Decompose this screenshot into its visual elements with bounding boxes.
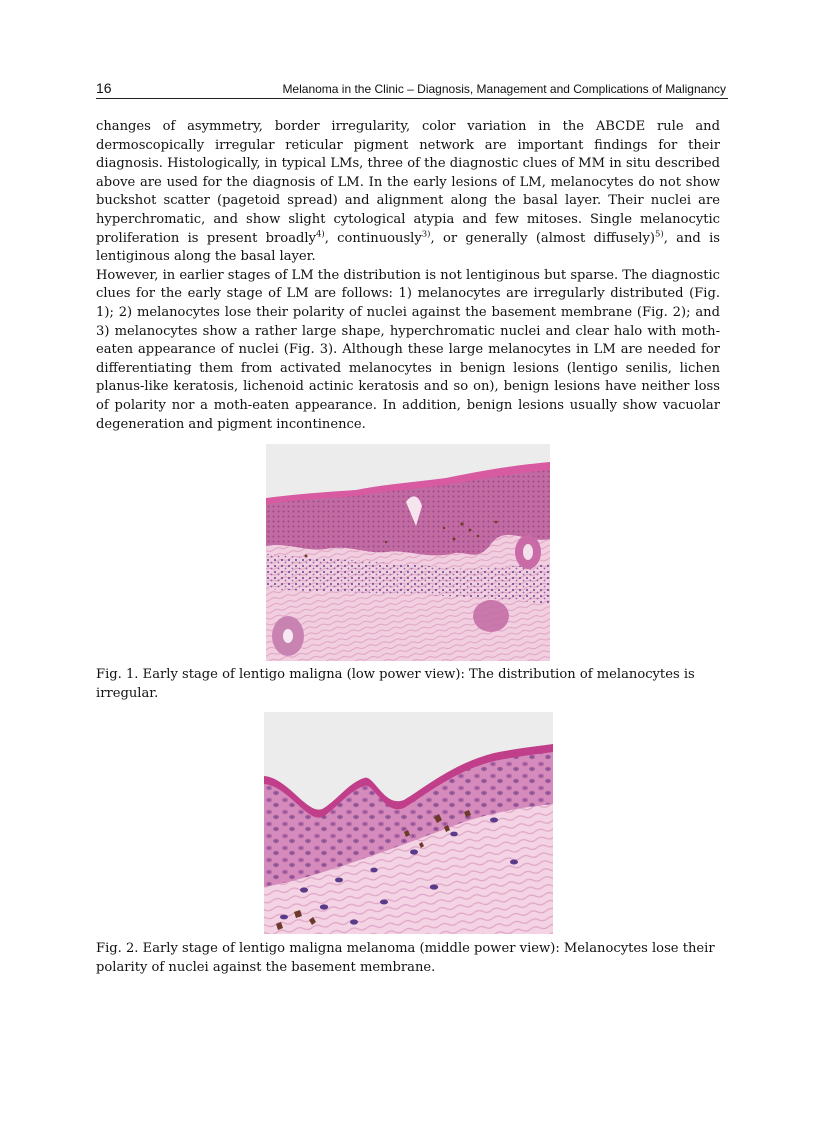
page-number: 16 — [96, 80, 112, 96]
body-text — [96, 118, 720, 434]
paragraph-2: However, in earlier stages of LM the distribution is not lentiginous but sparse. The diagnostic clues for the early stage of LM are follows: 1) melanocytes are irregularly distributed (Fig. 1); 2) melanocytes lose their polarity of nuclei against the basement membrane (Fig. 2); and 3) melanocytes show a rather large shape, hyperchromatic nuclei and clear halo with moth-eaten appearance of nuclei (Fig. 3). Although these large melanocytes in LM are needed for differentiating them from activated melanocytes in benign lesions (lentigo senilis, lichen planus-like keratosis, lichenoid actinic keratosis and so on), benign lesions have neither loss of polarity nor a moth-eaten appearance. In addition, benign lesions usually show vacuolar degeneration and pigment incontinence. — [96, 267, 720, 432]
figure-1-caption: Fig. 1. Early stage of lentigo maligna (low power view): The distribution of melanocytes is irregular. — [96, 667, 695, 701]
paragraph-1-text-c: , or generally (almost diffusely) — [430, 230, 655, 246]
running-header — [96, 80, 728, 99]
paragraph-1-text-a: changes of asymmetry, border irregularity, color variation in the ABCDE rule and dermoscopically irregular reticular pigment network are important findings for their diagnosis. Histologically, in typical LMs, three of the diagnostic clues of MM in situ described above are used for the diagnosis of LM. In the early lesions of LM, melanocytes do not show buckshot scatter (pagetoid spread) and alignment along the basal layer. Their nuclei are hyperchromatic, and show slight cytological atypia and few mitoses. Single melanocytic proliferation is present broadly — [96, 119, 720, 246]
reference-3: 3) — [421, 229, 431, 240]
paragraph-1-text-b: , continuously — [324, 230, 422, 246]
figure-2-image — [264, 712, 553, 934]
figure-1-image — [266, 444, 550, 661]
reference-4: 4) — [315, 229, 325, 240]
reference-5: 5) — [654, 229, 664, 240]
paragraph-1 — [96, 118, 720, 267]
figure-2-caption: Fig. 2. Early stage of lentigo maligna melanoma (middle power view): Melanocytes lose their polarity of nuclei against the basement membrane. — [96, 941, 715, 975]
paragraph-1-text-d: , and is lentiginous along the basal layer. — [96, 230, 720, 265]
running-title: Melanoma in the Clinic – Diagnosis, Management and Complications of Malignancy — [282, 82, 726, 96]
